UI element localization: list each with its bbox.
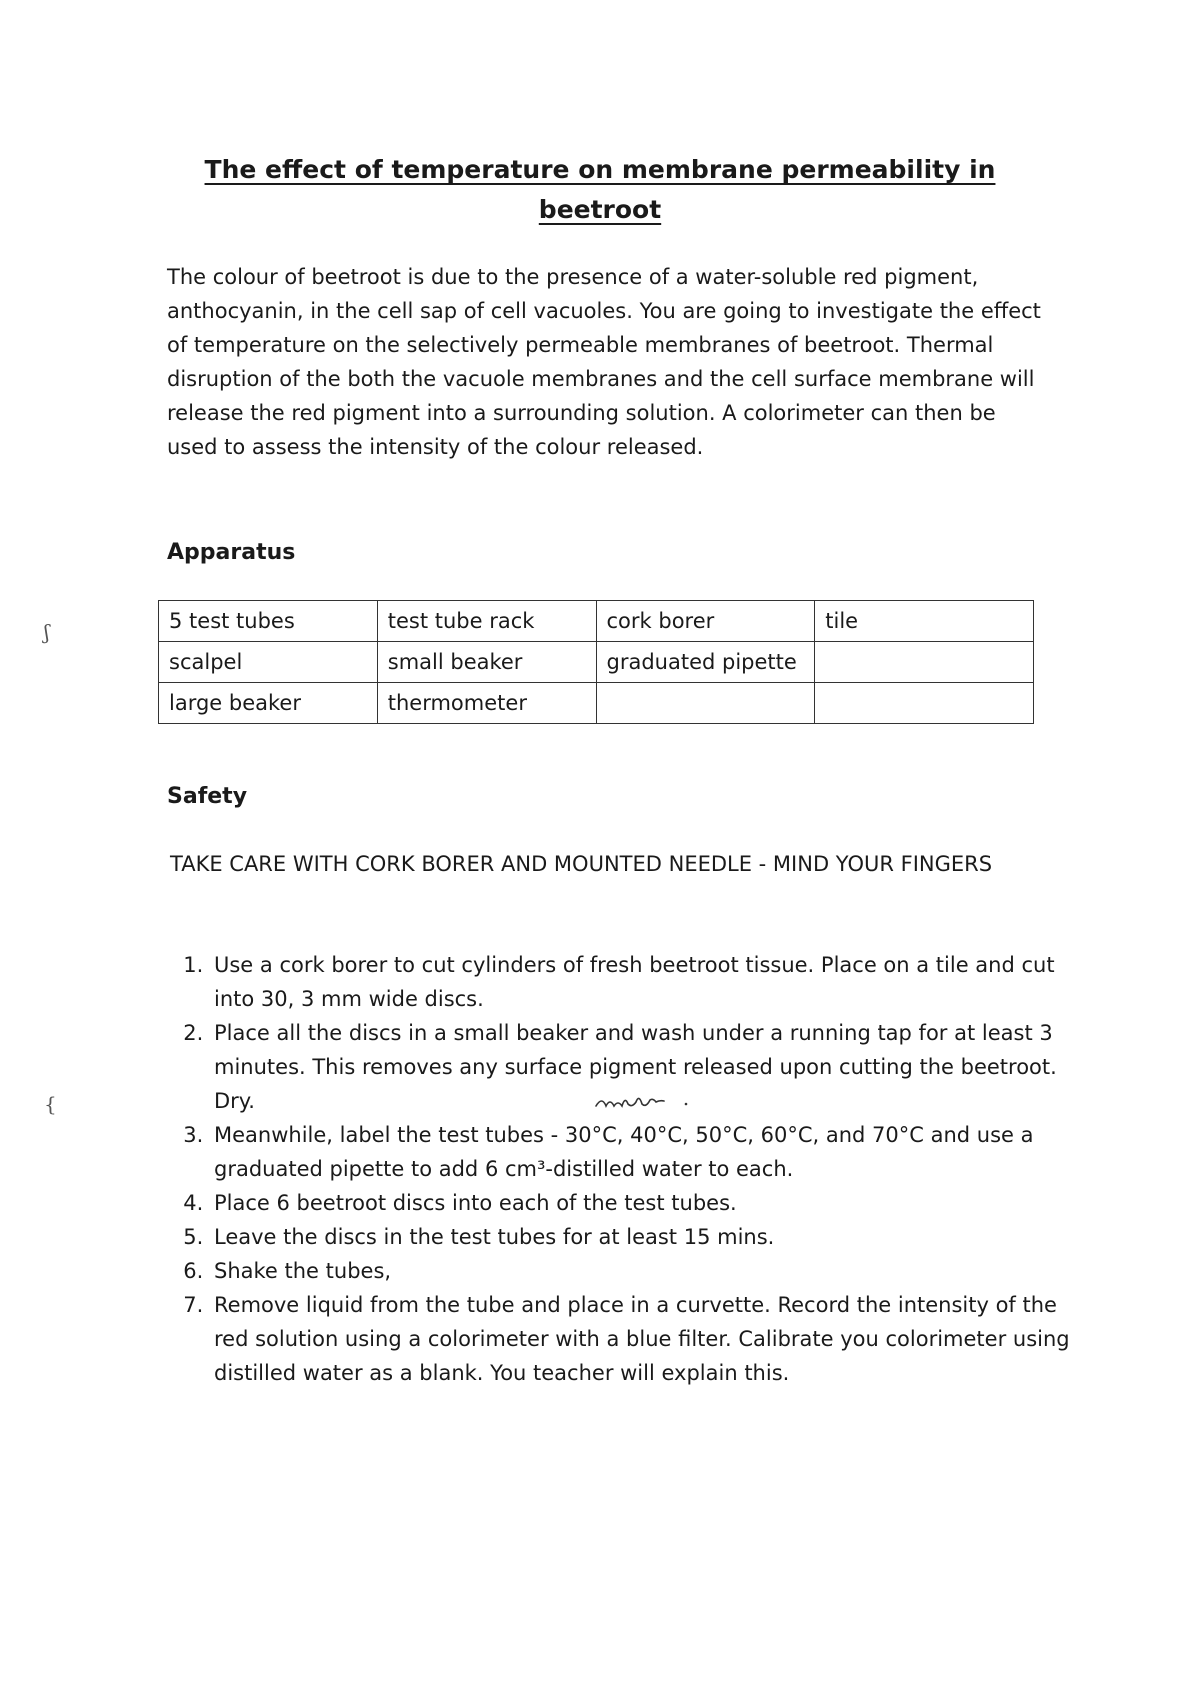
table-cell: tile	[815, 601, 1034, 642]
table-cell: cork borer	[596, 601, 815, 642]
table-row	[159, 683, 1034, 724]
method-steps	[166, 948, 1090, 1390]
title-line-2: beetroot	[538, 195, 662, 224]
handwritten-annotation	[592, 1090, 692, 1114]
list-item: 6. Shake the tubes,	[210, 1254, 1090, 1288]
table-cell: thermometer	[377, 683, 596, 724]
list-item: 5. Leave the discs in the test tubes for at least 15 mins.	[210, 1220, 1090, 1254]
list-item: 1. Use a cork borer to cut cylinders of fresh beetroot tissue. Place on a tile and cut into 30, 3 mm wide discs.	[210, 948, 1090, 1016]
list-item: 7. Remove liquid from the tube and place in a curvette. Record the intensity of the red solution using a colorimeter with a blue filter. Calibrate you colorimeter using distilled water as a blank. You teacher will explain this.	[210, 1288, 1090, 1390]
table-cell	[815, 683, 1034, 724]
table-cell: 5 test tubes	[159, 601, 378, 642]
table-cell: graduated pipette	[596, 642, 815, 683]
list-item: 2. Place all the discs in a small beaker and wash under a running tap for at least 3 minutes. This removes any surface pigment released upon cutting the beetroot. Dry.	[210, 1016, 1090, 1118]
table-cell: small beaker	[377, 642, 596, 683]
title-line-1: The effect of temperature on membrane permeability in	[204, 155, 996, 184]
list-item: 4. Place 6 beetroot discs into each of the test tubes.	[210, 1186, 1090, 1220]
apparatus-heading: Apparatus	[167, 540, 296, 565]
list-item: 3. Meanwhile, label the test tubes - 30°C, 40°C, 50°C, 60°C, and 70°C and use a graduated pipette to add 6 cm³-distilled water to each.	[210, 1118, 1090, 1186]
table-cell	[596, 683, 815, 724]
table-cell: test tube rack	[377, 601, 596, 642]
table-cell: large beaker	[159, 683, 378, 724]
apparatus-table	[158, 600, 1034, 724]
table-row	[159, 601, 1034, 642]
table-cell: scalpel	[159, 642, 378, 683]
table-cell	[815, 642, 1034, 683]
intro-paragraph: The colour of beetroot is due to the presence of a water-soluble red pigment, anthocyanin, in the cell sap of cell vacuoles. You are going to investigate the effect of temperature on the selectively permeable membranes of beetroot. Thermal disruption of the both the vacuole membranes and the cell surface membrane will release the red pigment into a surrounding solution. A colorimeter can then be used to assess the intensity of the colour released.	[167, 265, 1041, 459]
margin-mark: ʃ	[44, 620, 50, 644]
safety-warning: TAKE CARE WITH CORK BORER AND MOUNTED NEEDLE - MIND YOUR FINGERS	[170, 852, 993, 876]
margin-mark: {	[44, 1092, 57, 1116]
safety-heading: Safety	[167, 784, 248, 809]
table-row	[159, 642, 1034, 683]
document-title	[160, 150, 1040, 230]
